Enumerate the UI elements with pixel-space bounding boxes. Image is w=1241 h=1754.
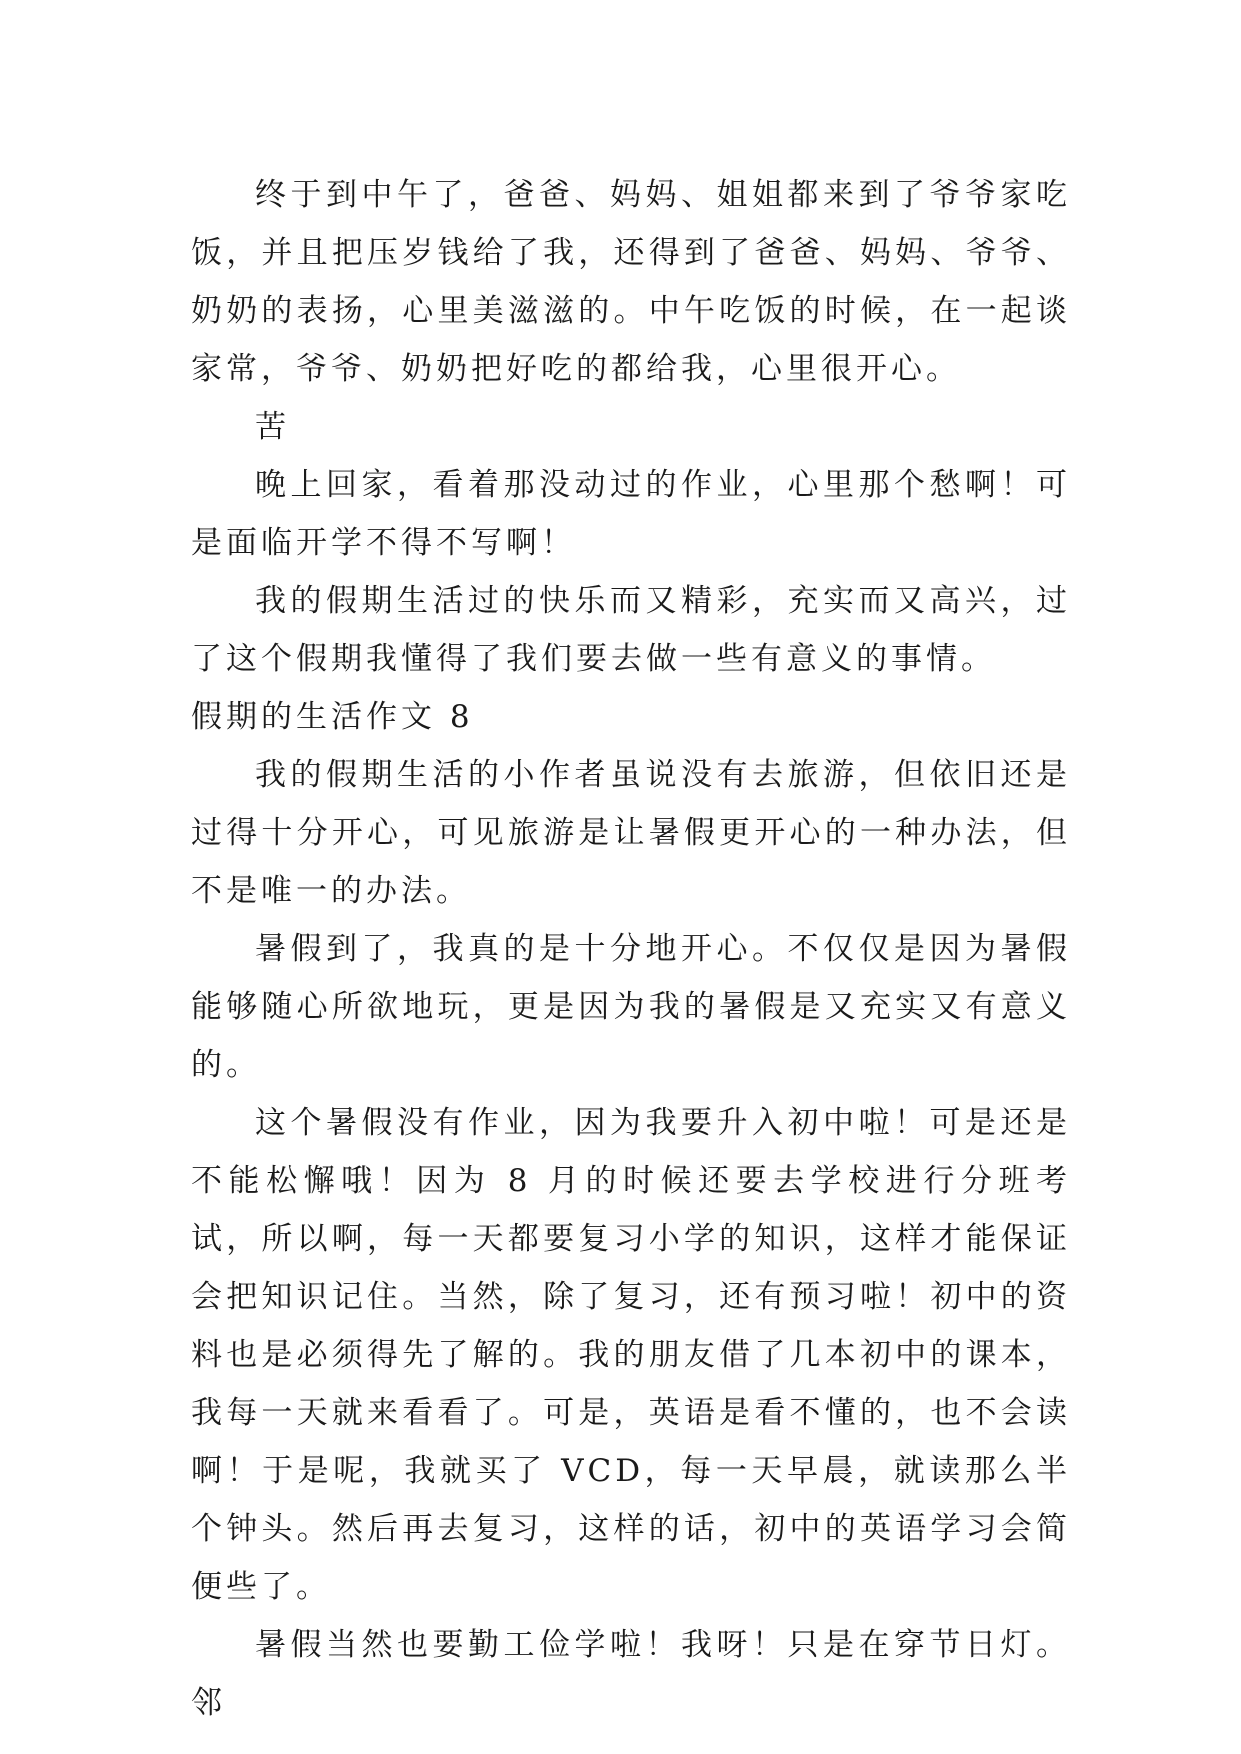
paragraph: 暑假到了，我真的是十分地开心。不仅仅是因为暑假能够随心所欲地玩，更是因为我的暑假是又充实又有意义的。 — [191, 931, 1071, 1083]
paragraph: 这个暑假没有作业，因为我要升入初中啦！可是还是不能松懈哦！因为 8 月的时候还要去学校进行分班考试，所以啊，每一天都要复习小学的知识，这样才能保证会把知识记住。当然，除了复习，还有预习啦！初中的资料也是必须得先了解的。我的朋友借了几本初中的课本，我每一天就来看看了。可是，英语是看不懂的，也不会读啊！于是呢，我就买了 VCD，每一天早晨，就读那么半个钟头。然后再去复习，这样的话，初中的英语学习会简便些了。 — [191, 1105, 1071, 1605]
paragraph: 暑假当然也要勤工俭学啦！我呀！只是在穿节日灯。邻 — [191, 1627, 1071, 1721]
document-body — [191, 166, 1071, 1732]
paragraph: 晚上回家，看着那没动过的作业，心里那个愁啊！可是面临开学不得不写啊！ — [191, 467, 1071, 561]
section-marker: 苦 — [255, 409, 290, 445]
paragraph: 终于到中午了，爸爸、妈妈、姐姐都来到了爷爷家吃饭，并且把压岁钱给了我，还得到了爸爸、妈妈、爷爷、奶奶的表扬，心里美滋滋的。中午吃饭的时候，在一起谈家常，爷爷、奶奶把好吃的都给我，心里很开心。 — [191, 177, 1071, 387]
essay-title: 假期的生活作文 8 — [191, 699, 474, 735]
paragraph: 我的假期生活过的快乐而又精彩，充实而又高兴，过了这个假期我懂得了我们要去做一些有意义的事情。 — [191, 583, 1071, 677]
paragraph: 我的假期生活的小作者虽说没有去旅游，但依旧还是过得十分开心，可见旅游是让暑假更开心的一种办法，但不是唯一的办法。 — [191, 757, 1071, 909]
